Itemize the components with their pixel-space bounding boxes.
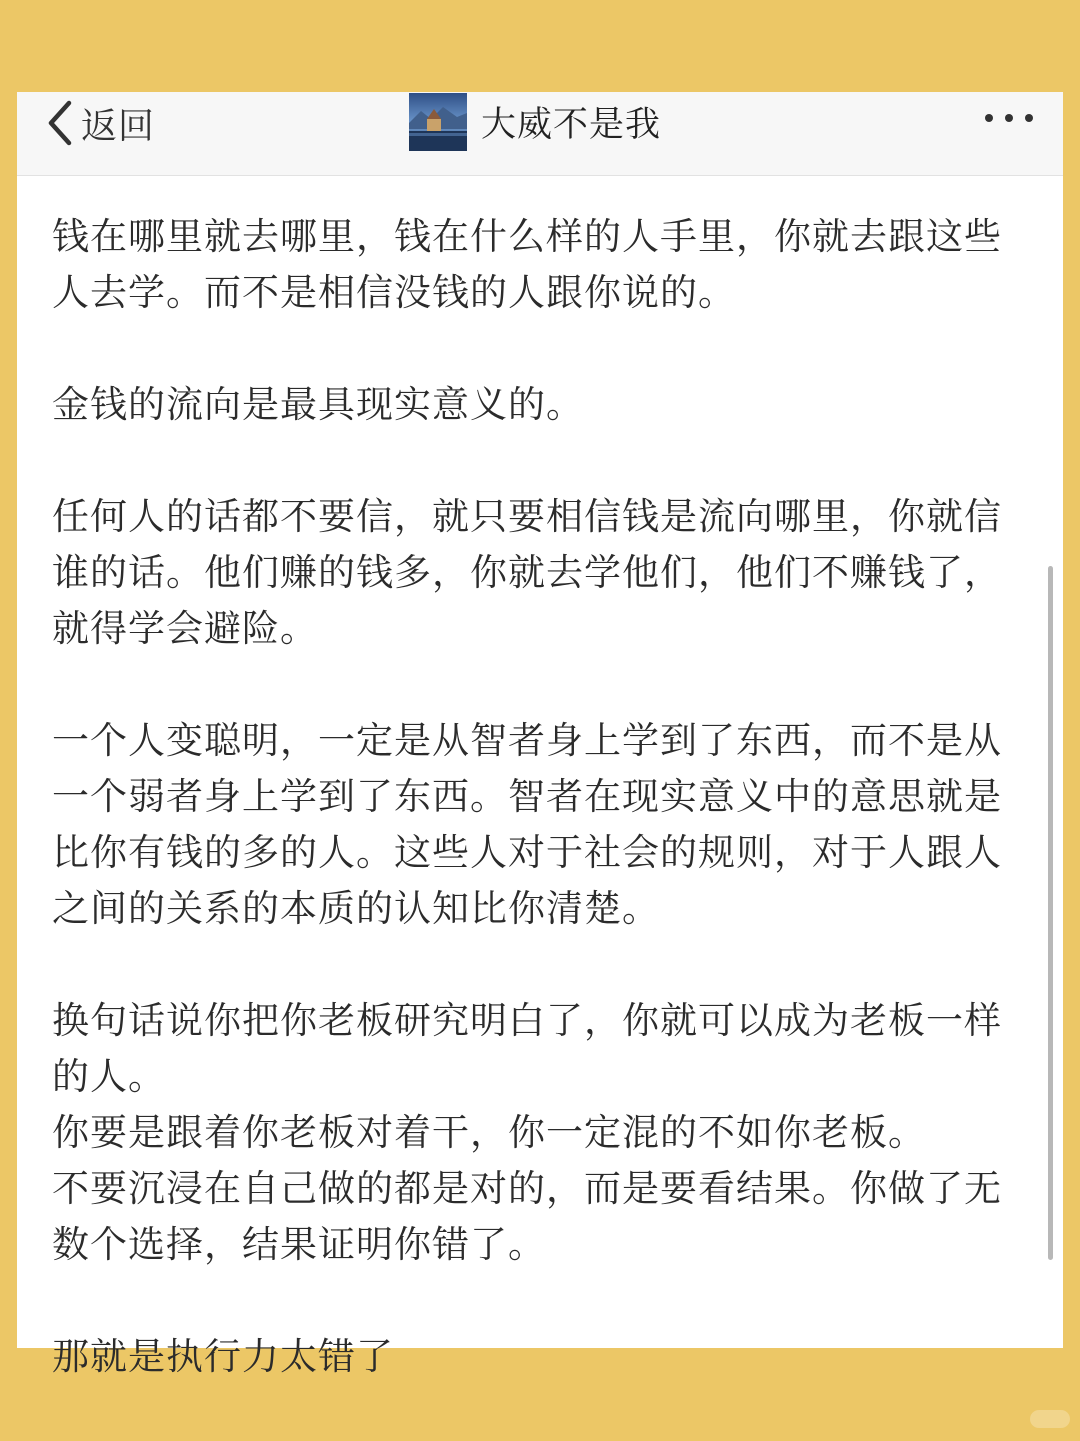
back-button[interactable] <box>45 92 155 154</box>
paragraph: 钱在哪里就去哪里，钱在什么样的人手里，你就去跟这些人去学。而不是相信没钱的人跟你说的。 <box>52 215 1002 314</box>
chevron-left-icon <box>45 99 75 147</box>
paragraph: 那就是执行力太错了 <box>52 1335 394 1378</box>
top-navigation-bar <box>17 92 1063 176</box>
vertical-scrollbar[interactable] <box>1048 566 1053 1260</box>
back-label: 返回 <box>81 105 156 147</box>
author-name[interactable]: 大威不是我 <box>481 105 662 145</box>
paragraph: 一个人变聪明，一定是从智者身上学到了东西，而不是从一个弱者身上学到了东西。智者在现实意义中的意思就是比你有钱的多的人。这些人对于社会的规则，对于人跟人之间的关系的本质的认知比你清楚。 <box>52 719 1002 930</box>
watermark <box>1030 1410 1070 1428</box>
more-dot <box>1025 114 1033 122</box>
more-horizontal-icon <box>985 114 993 122</box>
more-options-button[interactable] <box>985 114 1033 122</box>
more-dot <box>1005 114 1013 122</box>
paragraph: 换句话说你把你老板研究明白了，你就可以成为老板一样的人。 <box>52 999 1002 1098</box>
paragraph: 你要是跟着你老板对着干，你一定混的不如你老板。 <box>52 1111 926 1154</box>
article-body <box>52 209 1012 1441</box>
paragraph: 金钱的流向是最具现实意义的。 <box>52 383 584 426</box>
author-profile[interactable] <box>409 92 661 152</box>
paragraph: 任何人的话都不要信，就只要相信钱是流向哪里，你就信谁的话。他们赚的钱多，你就去学他们，他们不赚钱了，就得学会避险。 <box>52 495 1002 650</box>
paragraph: 不要沉浸在自己做的都是对的，而是要看结果。你做了无数个选择，结果证明你错了。 <box>52 1167 1002 1266</box>
app-window <box>17 92 1063 1378</box>
avatar[interactable] <box>409 93 467 151</box>
